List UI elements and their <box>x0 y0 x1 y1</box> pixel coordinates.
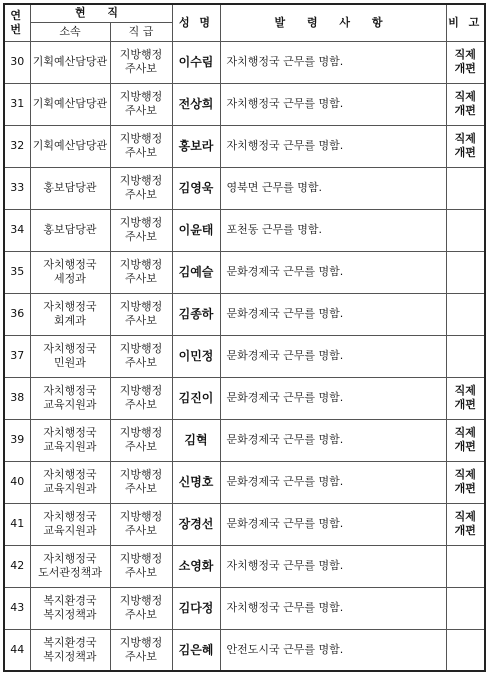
header-current-position: 현 직 <box>30 4 172 22</box>
row-order: 문화경제국 근무를 명함. <box>220 377 446 419</box>
row-number: 31 <box>4 83 30 125</box>
row-number: 41 <box>4 503 30 545</box>
row-order: 문화경제국 근무를 명함. <box>220 335 446 377</box>
row-department: 홍보담당관 <box>30 209 110 251</box>
table-row <box>4 587 485 629</box>
table-row <box>4 167 485 209</box>
row-department: 자치행정국 회계과 <box>30 293 110 335</box>
row-remark <box>446 335 485 377</box>
row-grade: 지방행정 주사보 <box>110 209 172 251</box>
row-name: 김혁 <box>172 419 220 461</box>
row-name: 김진이 <box>172 377 220 419</box>
row-name: 이수림 <box>172 41 220 83</box>
row-order: 안전도시국 근무를 명함. <box>220 629 446 671</box>
row-number: 40 <box>4 461 30 503</box>
header-dept: 소속 <box>30 22 110 41</box>
row-grade: 지방행정 주사보 <box>110 41 172 83</box>
row-name: 신명호 <box>172 461 220 503</box>
row-remark: 직제 개편 <box>446 41 485 83</box>
row-grade: 지방행정 주사보 <box>110 125 172 167</box>
personnel-order-table <box>3 3 486 672</box>
row-department: 자치행정국 세정과 <box>30 251 110 293</box>
row-name: 이민정 <box>172 335 220 377</box>
row-grade: 지방행정 주사보 <box>110 545 172 587</box>
row-order: 자치행정국 근무를 명함. <box>220 125 446 167</box>
table-row <box>4 41 485 83</box>
header-no: 연 번 <box>4 4 30 41</box>
table-row <box>4 461 485 503</box>
row-grade: 지방행정 주사보 <box>110 83 172 125</box>
row-remark: 직제 개편 <box>446 377 485 419</box>
table-row <box>4 335 485 377</box>
table-row <box>4 209 485 251</box>
row-name: 홍보라 <box>172 125 220 167</box>
row-order: 포천동 근무를 명함. <box>220 209 446 251</box>
row-number: 42 <box>4 545 30 587</box>
row-grade: 지방행정 주사보 <box>110 293 172 335</box>
row-department: 홍보담당관 <box>30 167 110 209</box>
row-number: 34 <box>4 209 30 251</box>
table-row <box>4 83 485 125</box>
row-number: 37 <box>4 335 30 377</box>
row-department: 자치행정국 도서관정책과 <box>30 545 110 587</box>
row-order: 문화경제국 근무를 명함. <box>220 419 446 461</box>
row-number: 44 <box>4 629 30 671</box>
table-row <box>4 251 485 293</box>
row-remark: 직제 개편 <box>446 419 485 461</box>
row-grade: 지방행정 주사보 <box>110 461 172 503</box>
row-department: 자치행정국 교육지원과 <box>30 377 110 419</box>
row-remark: 직제 개편 <box>446 83 485 125</box>
row-department: 기획예산담당관 <box>30 83 110 125</box>
row-name: 김종하 <box>172 293 220 335</box>
header-name: 성 명 <box>172 4 220 41</box>
row-name: 김다정 <box>172 587 220 629</box>
table-row <box>4 125 485 167</box>
row-order: 문화경제국 근무를 명함. <box>220 293 446 335</box>
row-grade: 지방행정 주사보 <box>110 419 172 461</box>
row-order: 자치행정국 근무를 명함. <box>220 545 446 587</box>
table-row <box>4 419 485 461</box>
row-order: 자치행정국 근무를 명함. <box>220 587 446 629</box>
row-name: 김예슬 <box>172 251 220 293</box>
row-department: 자치행정국 민원과 <box>30 335 110 377</box>
row-number: 32 <box>4 125 30 167</box>
row-name: 이윤태 <box>172 209 220 251</box>
row-remark <box>446 209 485 251</box>
row-number: 30 <box>4 41 30 83</box>
table-row <box>4 629 485 671</box>
row-name: 김영욱 <box>172 167 220 209</box>
row-name: 장경선 <box>172 503 220 545</box>
table-row <box>4 503 485 545</box>
row-number: 33 <box>4 167 30 209</box>
header-remark: 비 고 <box>446 4 485 41</box>
row-department: 기획예산담당관 <box>30 41 110 83</box>
table-row <box>4 377 485 419</box>
row-department: 자치행정국 교육지원과 <box>30 503 110 545</box>
row-remark <box>446 587 485 629</box>
row-department: 복지환경국 복지정책과 <box>30 629 110 671</box>
row-grade: 지방행정 주사보 <box>110 167 172 209</box>
row-name: 소영화 <box>172 545 220 587</box>
row-number: 38 <box>4 377 30 419</box>
table-row <box>4 293 485 335</box>
row-remark <box>446 293 485 335</box>
table-row <box>4 545 485 587</box>
row-order: 문화경제국 근무를 명함. <box>220 503 446 545</box>
row-name: 김은혜 <box>172 629 220 671</box>
row-remark <box>446 629 485 671</box>
personnel-order-table-container <box>3 3 486 672</box>
row-department: 자치행정국 교육지원과 <box>30 461 110 503</box>
row-remark <box>446 545 485 587</box>
row-order: 문화경제국 근무를 명함. <box>220 251 446 293</box>
row-grade: 지방행정 주사보 <box>110 587 172 629</box>
row-grade: 지방행정 주사보 <box>110 251 172 293</box>
row-department: 기획예산담당관 <box>30 125 110 167</box>
row-remark <box>446 167 485 209</box>
row-number: 35 <box>4 251 30 293</box>
row-name: 전상희 <box>172 83 220 125</box>
row-number: 43 <box>4 587 30 629</box>
row-department: 자치행정국 교육지원과 <box>30 419 110 461</box>
header-grade: 직 급 <box>110 22 172 41</box>
row-number: 36 <box>4 293 30 335</box>
row-grade: 지방행정 주사보 <box>110 503 172 545</box>
row-remark: 직제 개편 <box>446 503 485 545</box>
row-order: 자치행정국 근무를 명함. <box>220 41 446 83</box>
row-remark: 직제 개편 <box>446 461 485 503</box>
row-remark: 직제 개편 <box>446 125 485 167</box>
row-remark <box>446 251 485 293</box>
row-department: 복지환경국 복지정책과 <box>30 587 110 629</box>
row-order: 영북면 근무를 명함. <box>220 167 446 209</box>
row-order: 자치행정국 근무를 명함. <box>220 83 446 125</box>
row-number: 39 <box>4 419 30 461</box>
table-body <box>4 41 485 671</box>
row-grade: 지방행정 주사보 <box>110 629 172 671</box>
row-grade: 지방행정 주사보 <box>110 377 172 419</box>
header-order: 발 령 사 항 <box>220 4 446 41</box>
table-header <box>4 4 485 41</box>
row-grade: 지방행정 주사보 <box>110 335 172 377</box>
row-order: 문화경제국 근무를 명함. <box>220 461 446 503</box>
